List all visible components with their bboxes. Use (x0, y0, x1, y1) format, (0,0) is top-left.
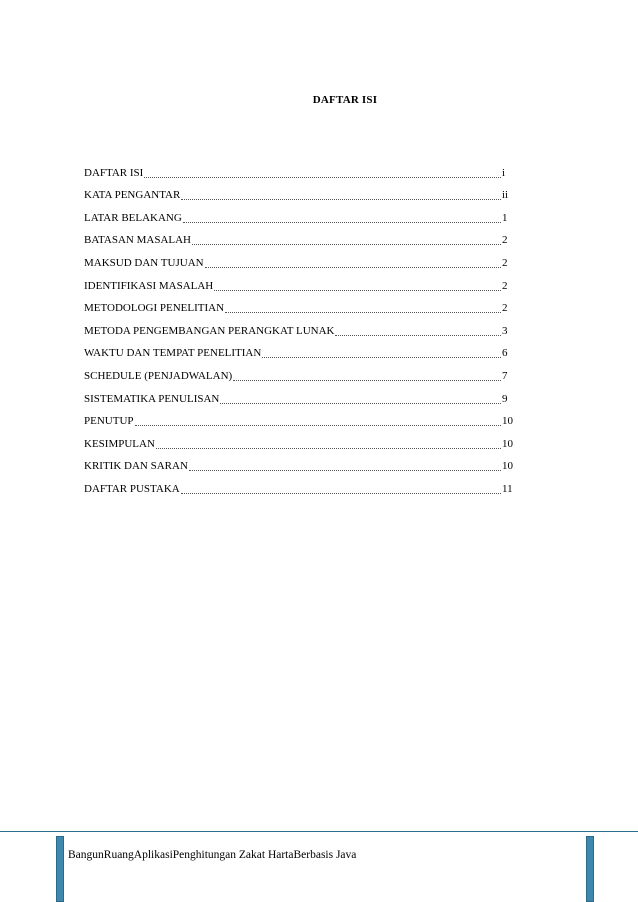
toc-entry[interactable] (84, 406, 516, 429)
toc-entry-label: LATAR BELAKANG (84, 211, 182, 224)
toc-entry-page: 2 (502, 302, 508, 315)
footer-divider (0, 831, 638, 832)
toc-entry-label: DAFTAR ISI (84, 166, 144, 179)
toc-entry-page: ii (502, 189, 509, 202)
toc-entry[interactable] (84, 451, 516, 474)
toc-entry[interactable] (84, 383, 516, 406)
toc-dot-leader (262, 357, 501, 358)
toc-entry[interactable] (84, 157, 516, 180)
toc-dot-leader (192, 244, 501, 245)
toc-entry-label: KRITIK DAN SARAN (84, 460, 188, 473)
toc-entry[interactable] (84, 428, 516, 451)
toc-entry-page: 10 (502, 460, 513, 473)
toc-entry-label: DAFTAR PUSTAKA (84, 482, 180, 495)
toc-entry[interactable] (84, 338, 516, 361)
footer-accent-bar-right (586, 836, 594, 902)
toc-dot-leader (225, 312, 501, 313)
toc-dot-leader (181, 199, 501, 200)
table-of-contents (84, 157, 516, 496)
toc-dot-leader (156, 448, 501, 449)
toc-entry[interactable] (84, 202, 516, 225)
toc-entry[interactable] (84, 315, 516, 338)
toc-entry[interactable] (84, 473, 516, 496)
toc-entry-label: SISTEMATIKA PENULISAN (84, 392, 220, 405)
footer-accent-bar-left (56, 836, 64, 902)
toc-dot-leader (214, 290, 501, 291)
footer-text: BangunRuangAplikasiPenghitungan Zakat HartaBerbasis Java (68, 849, 357, 861)
toc-entry-label: PENUTUP (84, 415, 134, 428)
toc-dot-leader (183, 222, 501, 223)
toc-entry[interactable] (84, 225, 516, 248)
toc-entry-label: SCHEDULE (PENJADWALAN) (84, 369, 233, 382)
toc-dot-leader (144, 177, 501, 178)
toc-dot-leader (205, 267, 501, 268)
page-title: DAFTAR ISI (312, 94, 378, 106)
toc-entry-page: 2 (502, 279, 508, 292)
toc-entry-page: 1 (502, 211, 508, 224)
toc-entry-label: KATA PENGANTAR (84, 189, 181, 202)
toc-entry[interactable] (84, 180, 516, 203)
toc-entry-label: WAKTU DAN TEMPAT PENELITIAN (84, 347, 262, 360)
toc-entry-page: 10 (502, 437, 513, 450)
toc-dot-leader (181, 493, 501, 494)
toc-entry[interactable] (84, 360, 516, 383)
toc-dot-leader (135, 425, 501, 426)
toc-dot-leader (220, 403, 501, 404)
toc-entry-label: KESIMPULAN (84, 437, 155, 450)
toc-dot-leader (335, 335, 501, 336)
toc-entry-label: METODA PENGEMBANGAN PERANGKAT LUNAK (84, 324, 335, 337)
toc-entry-page: 2 (502, 256, 508, 269)
toc-entry-page: 7 (502, 369, 508, 382)
toc-dot-leader (189, 470, 501, 471)
toc-dot-leader (233, 380, 501, 381)
toc-entry-label: BATASAN MASALAH (84, 234, 191, 247)
toc-entry[interactable] (84, 293, 516, 316)
toc-entry-page: 10 (502, 415, 513, 428)
toc-entry-label: METODOLOGI PENELITIAN (84, 302, 225, 315)
toc-entry-label: IDENTIFIKASI MASALAH (84, 279, 214, 292)
toc-entry-page: 11 (502, 482, 513, 495)
toc-entry-page: i (502, 166, 506, 179)
toc-entry[interactable] (84, 247, 516, 270)
toc-entry-page: 3 (502, 324, 508, 337)
toc-entry-page: 9 (502, 392, 508, 405)
toc-entry-page: 2 (502, 234, 508, 247)
toc-entry[interactable] (84, 270, 516, 293)
toc-entry-label: MAKSUD DAN TUJUAN (84, 256, 204, 269)
toc-entry-page: 6 (502, 347, 508, 360)
